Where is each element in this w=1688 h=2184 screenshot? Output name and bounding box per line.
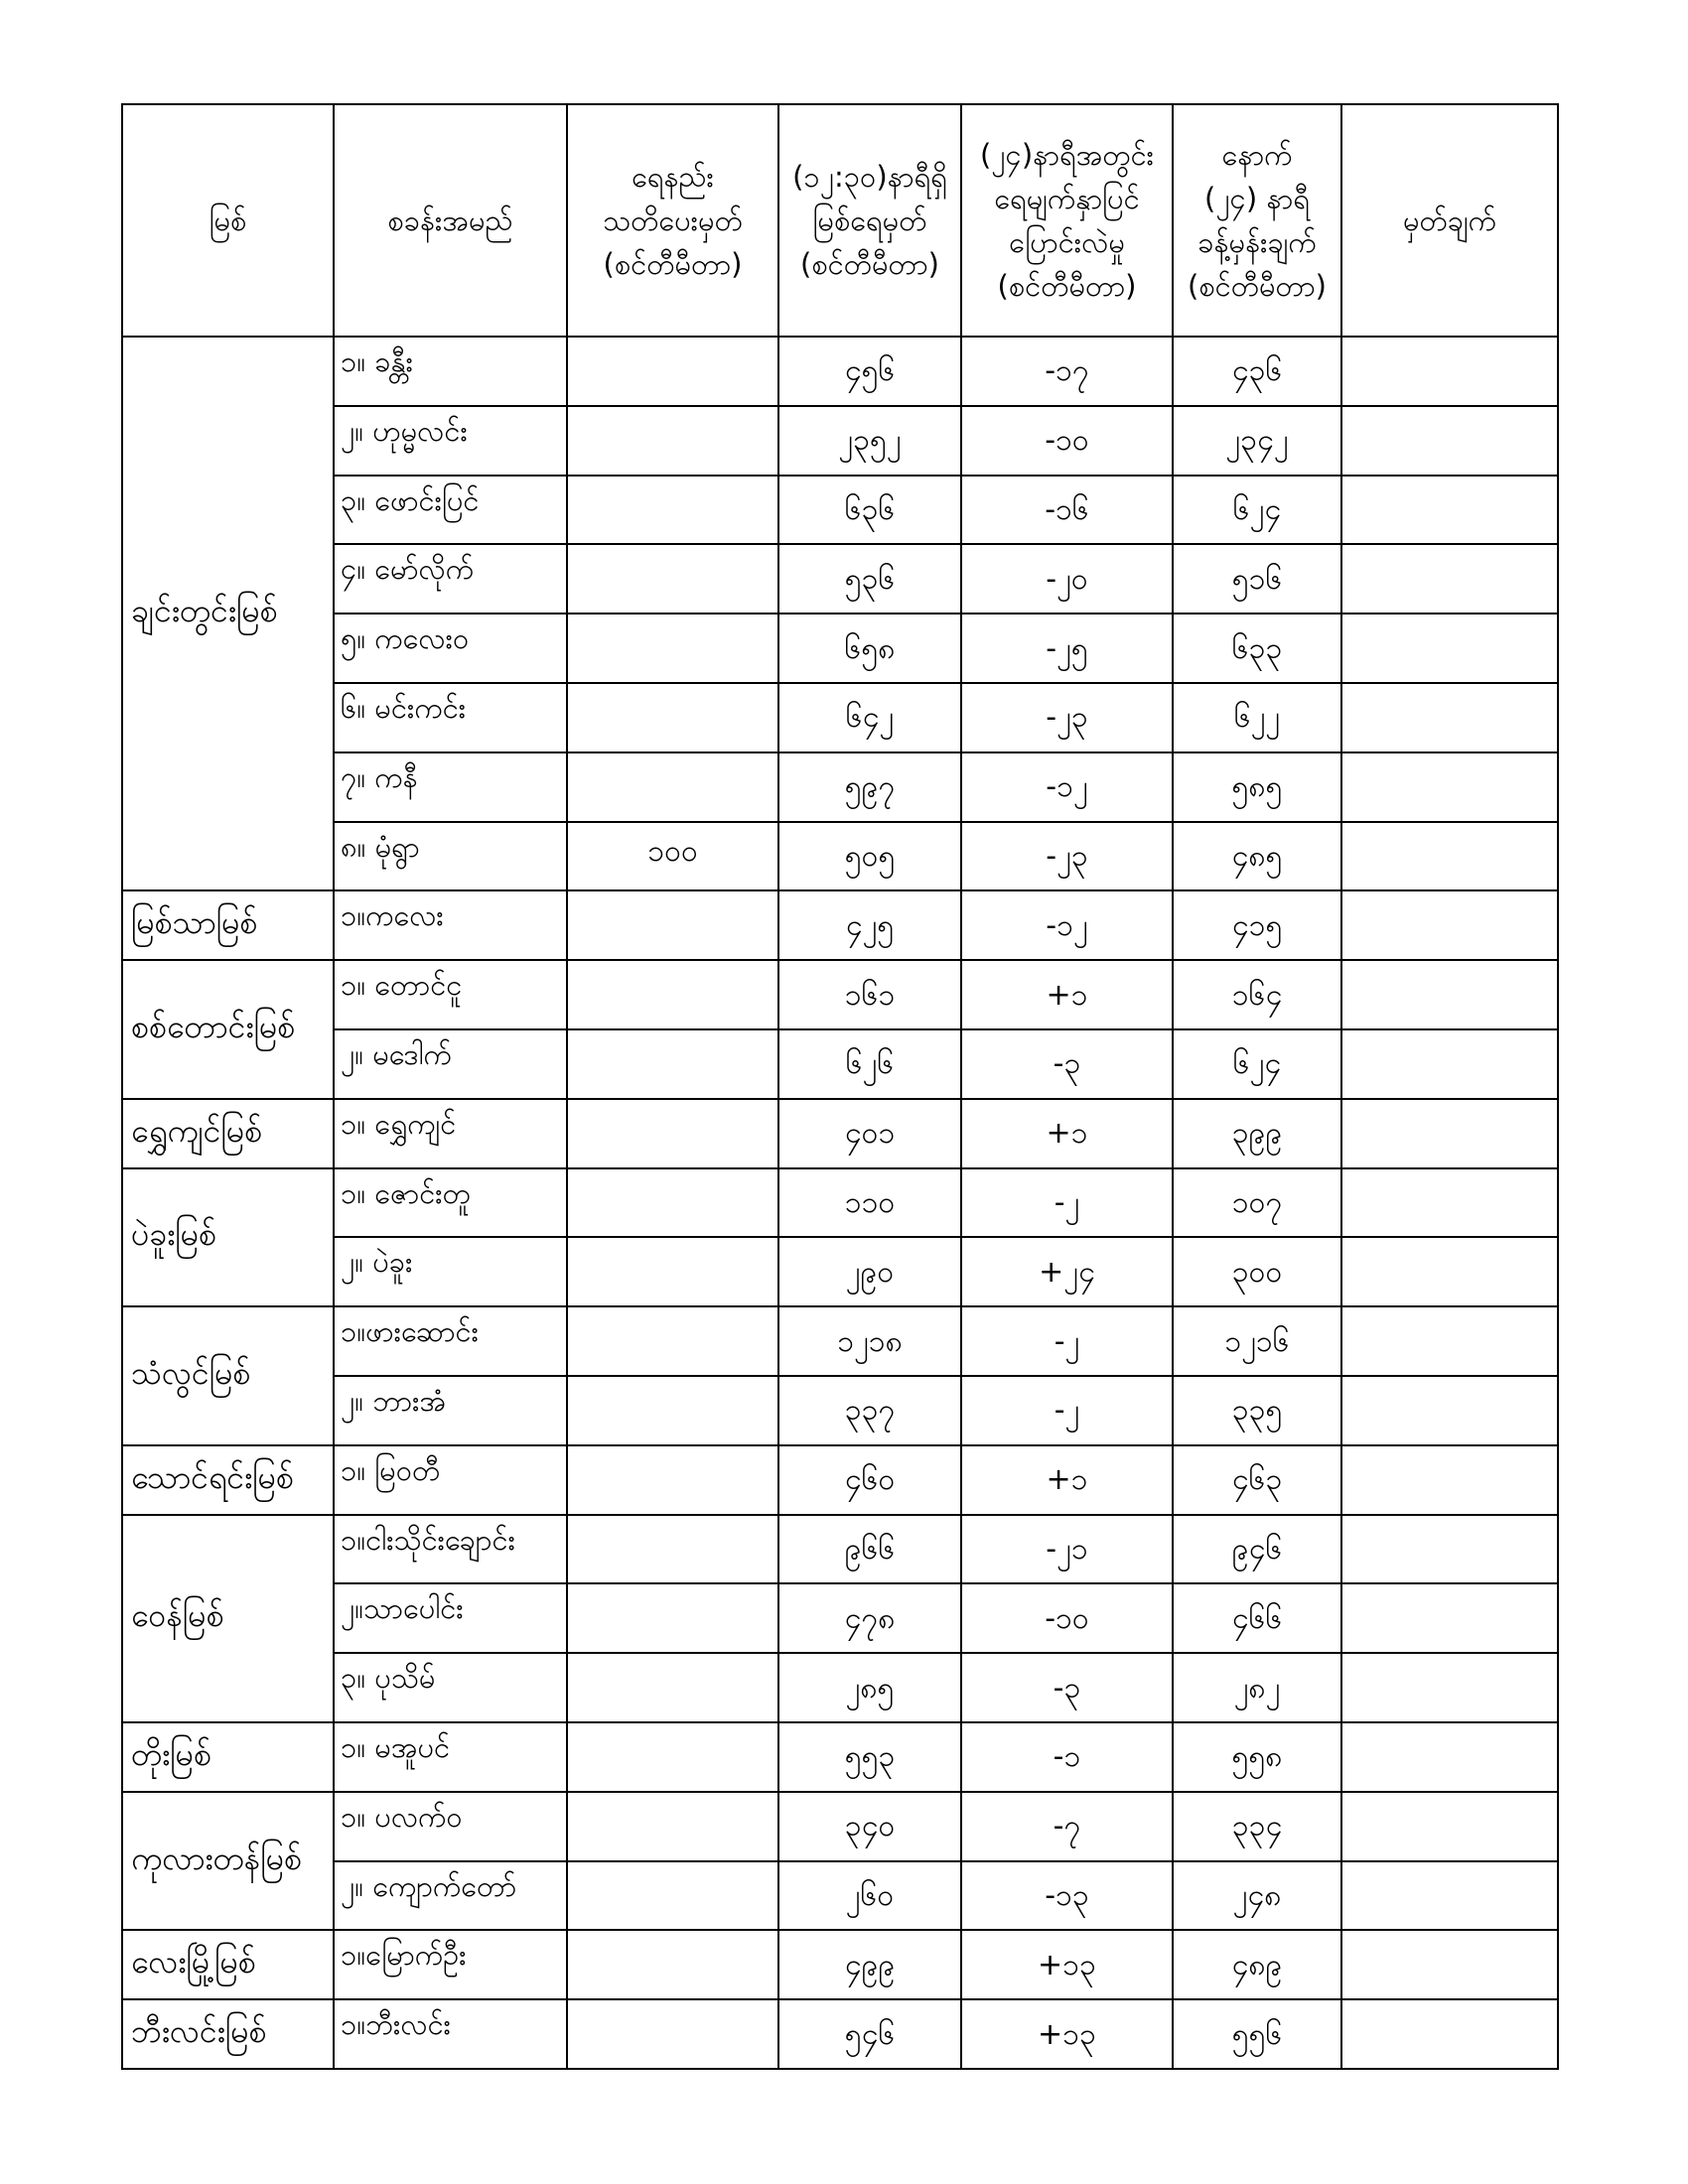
forecast-value: ၂၄၈ bbox=[1173, 1861, 1341, 1931]
change-value: -၂၀ bbox=[961, 544, 1173, 614]
header-remark: မှတ်ချက် bbox=[1341, 104, 1558, 337]
remark-value bbox=[1341, 1029, 1558, 1099]
water-level-value: ၅၀၅ bbox=[778, 822, 961, 891]
low-warning-value bbox=[567, 1515, 778, 1584]
forecast-value: ၆၂၄ bbox=[1173, 476, 1341, 545]
forecast-value: ၅၁၆ bbox=[1173, 544, 1341, 614]
table-row bbox=[122, 476, 1558, 545]
river-name: ကုလားတန်မြစ် bbox=[122, 1792, 334, 1931]
change-value: -၁၂ bbox=[961, 890, 1173, 960]
river-name: ရွှေကျင်မြစ် bbox=[122, 1099, 334, 1168]
change-value: -၁၃ bbox=[961, 1861, 1173, 1931]
table-row bbox=[122, 752, 1558, 822]
change-value: +၁ bbox=[961, 1445, 1173, 1515]
river-name: ဝေန်မြစ် bbox=[122, 1515, 334, 1722]
forecast-value: ၄၃၆ bbox=[1173, 337, 1341, 406]
table-row bbox=[122, 544, 1558, 614]
river-name: မြစ်သာမြစ် bbox=[122, 890, 334, 960]
remark-value bbox=[1341, 752, 1558, 822]
remark-value bbox=[1341, 1792, 1558, 1861]
table-row bbox=[122, 1029, 1558, 1099]
table-row bbox=[122, 890, 1558, 960]
remark-value bbox=[1341, 1583, 1558, 1653]
low-warning-value bbox=[567, 406, 778, 476]
forecast-value: ၆၂၂ bbox=[1173, 683, 1341, 752]
forecast-value: ၄၈၅ bbox=[1173, 822, 1341, 891]
change-value: +၁၃ bbox=[961, 1930, 1173, 1999]
low-warning-value: ၁၀၀ bbox=[567, 822, 778, 891]
table-row bbox=[122, 1306, 1558, 1376]
station-name: ၂။ မဒေါက် bbox=[334, 1029, 567, 1099]
table-row bbox=[122, 614, 1558, 683]
water-level-value: ၅၄၆ bbox=[778, 1999, 961, 2069]
forecast-value: ၆၃၃ bbox=[1173, 614, 1341, 683]
change-value: -၁၀ bbox=[961, 406, 1173, 476]
remark-value bbox=[1341, 1722, 1558, 1792]
forecast-value: ၂၈၂ bbox=[1173, 1653, 1341, 1722]
river-name: ပဲခူးမြစ် bbox=[122, 1168, 334, 1307]
forecast-value: ၃၀၀ bbox=[1173, 1237, 1341, 1306]
station-name: ၁။ဖားဆောင်း bbox=[334, 1306, 567, 1376]
low-warning-value bbox=[567, 1445, 778, 1515]
remark-value bbox=[1341, 1515, 1558, 1584]
water-level-value: ၁၂၁၈ bbox=[778, 1306, 961, 1376]
water-level-value: ၄၇၈ bbox=[778, 1583, 961, 1653]
change-value: +၂၄ bbox=[961, 1237, 1173, 1306]
table-row bbox=[122, 683, 1558, 752]
header-low-warning: ရေနည်း သတိပေးမှတ် (စင်တီမီတာ) bbox=[567, 104, 778, 337]
station-name: ၁။ ခန္တီး bbox=[334, 337, 567, 406]
header-river: မြစ် bbox=[122, 104, 334, 337]
remark-value bbox=[1341, 1168, 1558, 1238]
station-name: ၂။ ဘားအံ bbox=[334, 1376, 567, 1445]
water-level-value: ၂၉၀ bbox=[778, 1237, 961, 1306]
water-level-value: ၄၀၁ bbox=[778, 1099, 961, 1168]
water-level-value: ၆၅၈ bbox=[778, 614, 961, 683]
remark-value bbox=[1341, 337, 1558, 406]
remark-value bbox=[1341, 1445, 1558, 1515]
change-value: +၁ bbox=[961, 960, 1173, 1029]
forecast-value: ၄၆၆ bbox=[1173, 1583, 1341, 1653]
low-warning-value bbox=[567, 1583, 778, 1653]
change-value: -၁၇ bbox=[961, 337, 1173, 406]
change-value: +၁ bbox=[961, 1099, 1173, 1168]
station-name: ၄။ မော်လိုက် bbox=[334, 544, 567, 614]
table-row bbox=[122, 337, 1558, 406]
table-row bbox=[122, 1583, 1558, 1653]
remark-value bbox=[1341, 822, 1558, 891]
table-row bbox=[122, 1445, 1558, 1515]
table-row bbox=[122, 1792, 1558, 1861]
table-row bbox=[122, 1515, 1558, 1584]
water-level-value: ၄၉၉ bbox=[778, 1930, 961, 1999]
forecast-value: ၆၂၄ bbox=[1173, 1029, 1341, 1099]
river-name: ဘီးလင်းမြစ် bbox=[122, 1999, 334, 2069]
forecast-value: ၉၄၆ bbox=[1173, 1515, 1341, 1584]
low-warning-value bbox=[567, 1653, 778, 1722]
water-level-value: ၁၆၁ bbox=[778, 960, 961, 1029]
low-warning-value bbox=[567, 1376, 778, 1445]
forecast-value: ၁၀၇ bbox=[1173, 1168, 1341, 1238]
forecast-value: ၅၈၅ bbox=[1173, 752, 1341, 822]
change-value: -၂၃ bbox=[961, 822, 1173, 891]
station-name: ၁။ ဇောင်းတူ bbox=[334, 1168, 567, 1238]
table-row bbox=[122, 1722, 1558, 1792]
station-name: ၈။ မုံရွာ bbox=[334, 822, 567, 891]
low-warning-value bbox=[567, 1029, 778, 1099]
table-row bbox=[122, 1999, 1558, 2069]
low-warning-value bbox=[567, 1930, 778, 1999]
water-level-value: ၂၈၅ bbox=[778, 1653, 961, 1722]
header-station: စခန်းအမည် bbox=[334, 104, 567, 337]
table-row bbox=[122, 1237, 1558, 1306]
river-name: စစ်တောင်းမြစ် bbox=[122, 960, 334, 1099]
forecast-value: ၃၃၄ bbox=[1173, 1792, 1341, 1861]
remark-value bbox=[1341, 1861, 1558, 1931]
table-body bbox=[122, 337, 1558, 2069]
change-value: -၃ bbox=[961, 1029, 1173, 1099]
low-warning-value bbox=[567, 1999, 778, 2069]
change-value: -၂ bbox=[961, 1168, 1173, 1238]
change-value: -၁၂ bbox=[961, 752, 1173, 822]
header-24h-change: (၂၄)နာရီအတွင်း ရေမျက်နှာပြင် ပြောင်းလဲမှု (စင်တီမီတာ) bbox=[961, 104, 1173, 337]
water-level-value: ၅၅၃ bbox=[778, 1722, 961, 1792]
station-name: ၂။သာပေါင်း bbox=[334, 1583, 567, 1653]
water-level-value: ၃၄၀ bbox=[778, 1792, 961, 1861]
low-warning-value bbox=[567, 1237, 778, 1306]
station-name: ၇။ ကနီ bbox=[334, 752, 567, 822]
forecast-value: ၃၃၅ bbox=[1173, 1376, 1341, 1445]
forecast-value: ၄၈၉ bbox=[1173, 1930, 1341, 1999]
forecast-value: ၅၅၈ bbox=[1173, 1722, 1341, 1792]
remark-value bbox=[1341, 683, 1558, 752]
river-level-table bbox=[121, 103, 1559, 2070]
forecast-value: ၁၆၄ bbox=[1173, 960, 1341, 1029]
remark-value bbox=[1341, 1376, 1558, 1445]
remark-value bbox=[1341, 960, 1558, 1029]
low-warning-value bbox=[567, 1168, 778, 1238]
station-name: ၃။ ပုသိမ် bbox=[334, 1653, 567, 1722]
low-warning-value bbox=[567, 1792, 778, 1861]
header-forecast: နောက် (၂၄) နာရီ ခန့်မှန်းချက် (စင်တီမီတာ) bbox=[1173, 104, 1341, 337]
water-level-value: ၅၉၇ bbox=[778, 752, 961, 822]
water-level-value: ၆၃၆ bbox=[778, 476, 961, 545]
change-value: +၁၃ bbox=[961, 1999, 1173, 2069]
table-row bbox=[122, 1930, 1558, 1999]
low-warning-value bbox=[567, 752, 778, 822]
forecast-value: ၄၆၃ bbox=[1173, 1445, 1341, 1515]
forecast-value: ၄၁၅ bbox=[1173, 890, 1341, 960]
station-name: ၁။ ရွှေကျင် bbox=[334, 1099, 567, 1168]
river-name: သံလွင်မြစ် bbox=[122, 1306, 334, 1445]
remark-value bbox=[1341, 1653, 1558, 1722]
water-level-value: ၄၆၀ bbox=[778, 1445, 961, 1515]
forecast-value: ၃၉၉ bbox=[1173, 1099, 1341, 1168]
forecast-value: ၂၃၄၂ bbox=[1173, 406, 1341, 476]
water-level-value: ၂၆၀ bbox=[778, 1861, 961, 1931]
water-level-value: ၅၃၆ bbox=[778, 544, 961, 614]
river-name: လေးမြို့မြစ် bbox=[122, 1930, 334, 1999]
water-level-value: ၃၃၇ bbox=[778, 1376, 961, 1445]
water-level-value: ၉၆၆ bbox=[778, 1515, 961, 1584]
forecast-value: ၅၅၆ bbox=[1173, 1999, 1341, 2069]
remark-value bbox=[1341, 1237, 1558, 1306]
low-warning-value bbox=[567, 1099, 778, 1168]
remark-value bbox=[1341, 1306, 1558, 1376]
change-value: -၁၆ bbox=[961, 476, 1173, 545]
water-level-value: ၂၃၅၂ bbox=[778, 406, 961, 476]
remark-value bbox=[1341, 544, 1558, 614]
table-row bbox=[122, 406, 1558, 476]
station-name: ၆။ မင်းကင်း bbox=[334, 683, 567, 752]
river-name: သောင်ရင်းမြစ် bbox=[122, 1445, 334, 1515]
remark-value bbox=[1341, 614, 1558, 683]
remark-value bbox=[1341, 406, 1558, 476]
station-name: ၁။ ပလက်ဝ bbox=[334, 1792, 567, 1861]
station-name: ၁။ မအူပင် bbox=[334, 1722, 567, 1792]
change-value: -၁ bbox=[961, 1722, 1173, 1792]
table-row bbox=[122, 1099, 1558, 1168]
remark-value bbox=[1341, 1999, 1558, 2069]
remark-value bbox=[1341, 1930, 1558, 1999]
table-row bbox=[122, 1376, 1558, 1445]
water-level-value: ၁၁၀ bbox=[778, 1168, 961, 1238]
low-warning-value bbox=[567, 890, 778, 960]
station-name: ၂။ ကျောက်တော် bbox=[334, 1861, 567, 1931]
change-value: -၁၀ bbox=[961, 1583, 1173, 1653]
header-water-level: (၁၂:၃၀)နာရီရှိ မြစ်ရေမှတ် (စင်တီမီတာ) bbox=[778, 104, 961, 337]
station-name: ၅။ ကလေးဝ bbox=[334, 614, 567, 683]
station-name: ၂။ ဟုမ္မလင်း bbox=[334, 406, 567, 476]
water-level-value: ၄၂၅ bbox=[778, 890, 961, 960]
change-value: -၂ bbox=[961, 1376, 1173, 1445]
low-warning-value bbox=[567, 1722, 778, 1792]
low-warning-value bbox=[567, 544, 778, 614]
low-warning-value bbox=[567, 476, 778, 545]
water-level-value: ၆၄၂ bbox=[778, 683, 961, 752]
change-value: -၇ bbox=[961, 1792, 1173, 1861]
change-value: -၂၃ bbox=[961, 683, 1173, 752]
table-row bbox=[122, 1861, 1558, 1931]
change-value: -၂၁ bbox=[961, 1515, 1173, 1584]
station-name: ၁။ငါးသိုင်းချောင်း bbox=[334, 1515, 567, 1584]
station-name: ၁။မြောက်ဦး bbox=[334, 1930, 567, 1999]
station-name: ၃။ ဖောင်းပြင် bbox=[334, 476, 567, 545]
low-warning-value bbox=[567, 1306, 778, 1376]
low-warning-value bbox=[567, 683, 778, 752]
remark-value bbox=[1341, 1099, 1558, 1168]
low-warning-value bbox=[567, 614, 778, 683]
change-value: -၂ bbox=[961, 1306, 1173, 1376]
table-row bbox=[122, 960, 1558, 1029]
station-name: ၁။ တောင်ငူ bbox=[334, 960, 567, 1029]
low-warning-value bbox=[567, 337, 778, 406]
station-name: ၁။ မြဝတီ bbox=[334, 1445, 567, 1515]
header-row bbox=[122, 104, 1558, 337]
change-value: -၃ bbox=[961, 1653, 1173, 1722]
low-warning-value bbox=[567, 960, 778, 1029]
table-row bbox=[122, 1653, 1558, 1722]
station-name: ၁။ကလေး bbox=[334, 890, 567, 960]
river-name: တိုးမြစ် bbox=[122, 1722, 334, 1792]
change-value: -၂၅ bbox=[961, 614, 1173, 683]
water-level-value: ၆၂၆ bbox=[778, 1029, 961, 1099]
remark-value bbox=[1341, 476, 1558, 545]
water-level-value: ၄၅၆ bbox=[778, 337, 961, 406]
remark-value bbox=[1341, 890, 1558, 960]
river-name: ချင်းတွင်းမြစ် bbox=[122, 337, 334, 890]
table-row bbox=[122, 822, 1558, 891]
low-warning-value bbox=[567, 1861, 778, 1931]
station-name: ၂။ ပဲခူး bbox=[334, 1237, 567, 1306]
forecast-value: ၁၂၁၆ bbox=[1173, 1306, 1341, 1376]
station-name: ၁။ဘီးလင်း bbox=[334, 1999, 567, 2069]
table-row bbox=[122, 1168, 1558, 1238]
